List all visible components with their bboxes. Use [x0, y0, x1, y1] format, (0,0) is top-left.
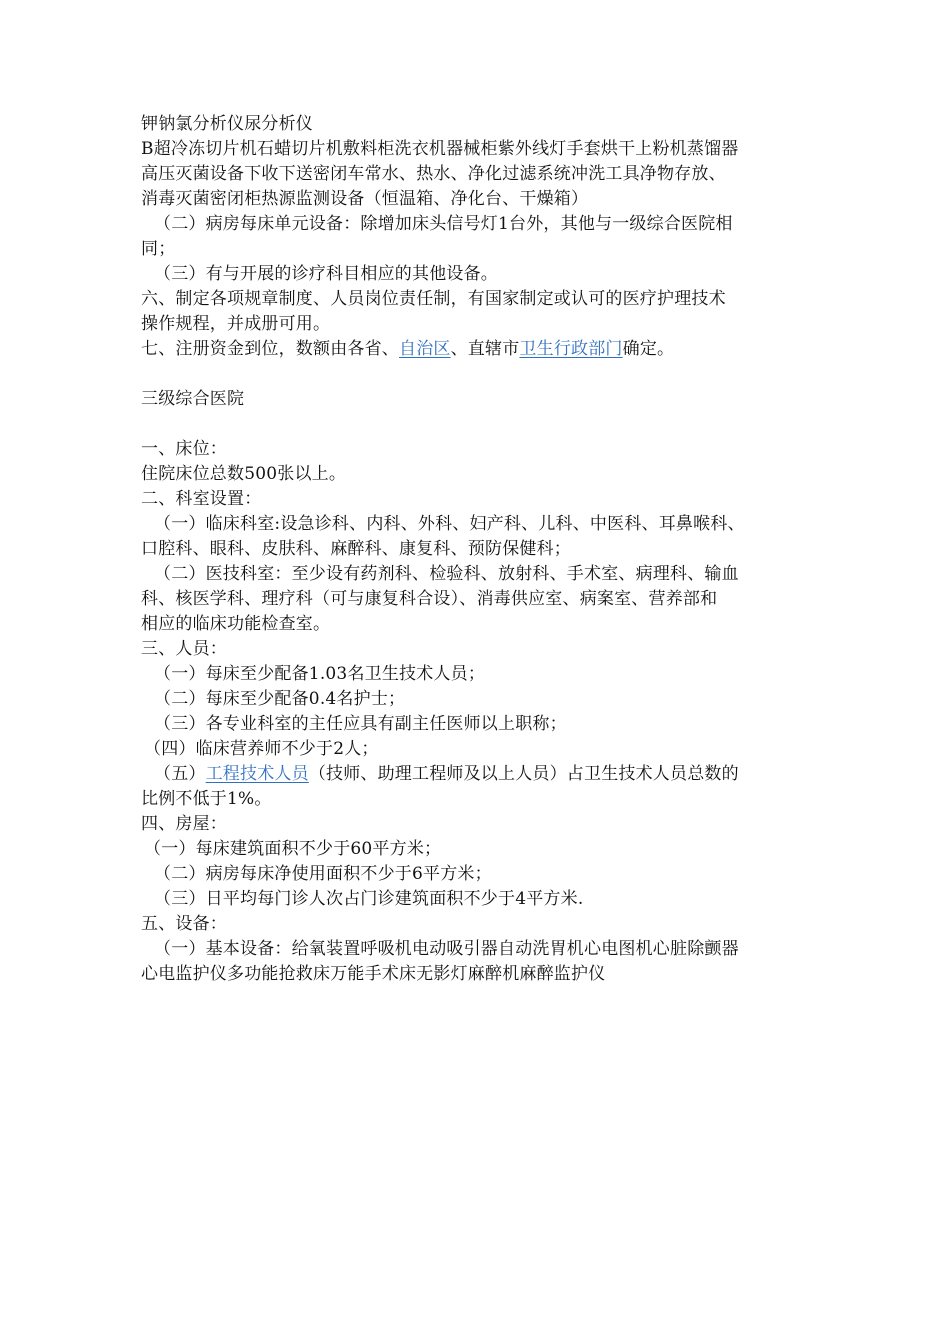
- beds-line: 住院床位总数500张以上。: [141, 464, 347, 484]
- engineering-staff-line: 比例不低于1%。: [141, 789, 272, 809]
- medical-tech-departments-line: 相应的临床功能检查室。: [141, 614, 331, 634]
- engineering-staff-line: [141, 762, 811, 787]
- other-equipment-line: （三）有与开展的诊疗科目相应的其他设备。: [154, 264, 498, 284]
- registered-capital-line: [141, 337, 811, 362]
- basic-equipment-line: 心电监护仪多功能抢救床万能手术床无影灯麻醉机麻醉监护仪: [141, 964, 606, 984]
- building-line: （三）日平均每门诊人次占门诊建筑面积不少于4平方米.: [154, 889, 584, 909]
- equipment-list-line: 钾钠氯分析仪尿分析仪: [141, 114, 313, 134]
- equipment-list-line: 高压灭菌设备下收下送密闭车常水、热水、净化过滤系统冲洗工具净物存放、: [141, 164, 726, 184]
- text-segment: （技师、助理工程师及以上人员）占卫生技术人员总数的: [308, 764, 739, 784]
- staff-line: （四）临床营养师不少于2人；: [144, 739, 379, 759]
- equipment-heading: 五、设备：: [141, 914, 227, 934]
- staff-line: （二）每床至少配备0.4名护士；: [154, 689, 406, 709]
- text-segment: 确定。: [622, 339, 675, 359]
- spacer: [141, 412, 811, 437]
- equipment-list-line: 消毒灭菌密闭柜热源监测设备（恒温箱、净化台、干燥箱）: [141, 189, 589, 209]
- clinical-departments-line: （一）临床科室:设急诊科、内科、外科、妇产科、儿科、中医科、耳鼻喉科、: [154, 514, 745, 534]
- text-segment: 七、注册资金到位，数额由各省、: [141, 339, 399, 359]
- departments-heading: 二、科室设置：: [141, 489, 262, 509]
- medical-tech-departments-line: （二）医技科室：至少设有药剂科、检验科、放射科、手术室、病理科、输血: [154, 564, 739, 584]
- building-line: （一）每床建筑面积不少于60平方米；: [144, 839, 442, 859]
- autonomous-region-link[interactable]: 自治区: [399, 339, 451, 359]
- text-segment: （五）: [154, 764, 206, 784]
- medical-tech-departments-line: 科、核医学科、理疗科（可与康复科合设）、消毒供应室、病案室、营养部和: [141, 589, 718, 609]
- building-line: （二）病房每床净使用面积不少于6平方米；: [154, 864, 492, 884]
- clinical-departments-line: 口腔科、眼科、皮肤科、麻醉科、康复科、预防保健科；: [141, 539, 571, 559]
- health-admin-dept-link[interactable]: 卫生行政部门: [519, 339, 623, 359]
- staff-heading: 三、人员：: [141, 639, 227, 659]
- ward-equipment-line: （二）病房每床单元设备：除增加床头信号灯1台外，其他与一级综合医院相: [154, 214, 733, 234]
- staff-line: （三）各专业科室的主任应具有副主任医师以上职称；: [154, 714, 567, 734]
- section-title: 三级综合医院: [141, 389, 245, 409]
- basic-equipment-line: （一）基本设备：给氧装置呼吸机电动吸引器自动洗胃机心电图机心脏除颤器: [154, 939, 739, 959]
- document-page: [141, 112, 811, 987]
- ward-equipment-line: 同；: [141, 239, 176, 259]
- regulations-line: 六、制定各项规章制度、人员岗位责任制，有国家制定或认可的医疗护理技术: [141, 289, 726, 309]
- building-heading: 四、房屋：: [141, 814, 227, 834]
- regulations-line: 操作规程，并成册可用。: [141, 314, 331, 334]
- spacer: [141, 362, 811, 387]
- staff-line: （一）每床至少配备1.03名卫生技术人员；: [154, 664, 486, 684]
- text-segment: 、直辖市: [450, 339, 520, 359]
- engineering-staff-link[interactable]: 工程技术人员: [205, 764, 309, 784]
- beds-heading: 一、床位：: [141, 439, 227, 459]
- equipment-list-line: B超冷冻切片机石蜡切片机敷料柜洗衣机器械柜紫外线灯手套烘干上粉机蒸馏器: [141, 139, 739, 159]
